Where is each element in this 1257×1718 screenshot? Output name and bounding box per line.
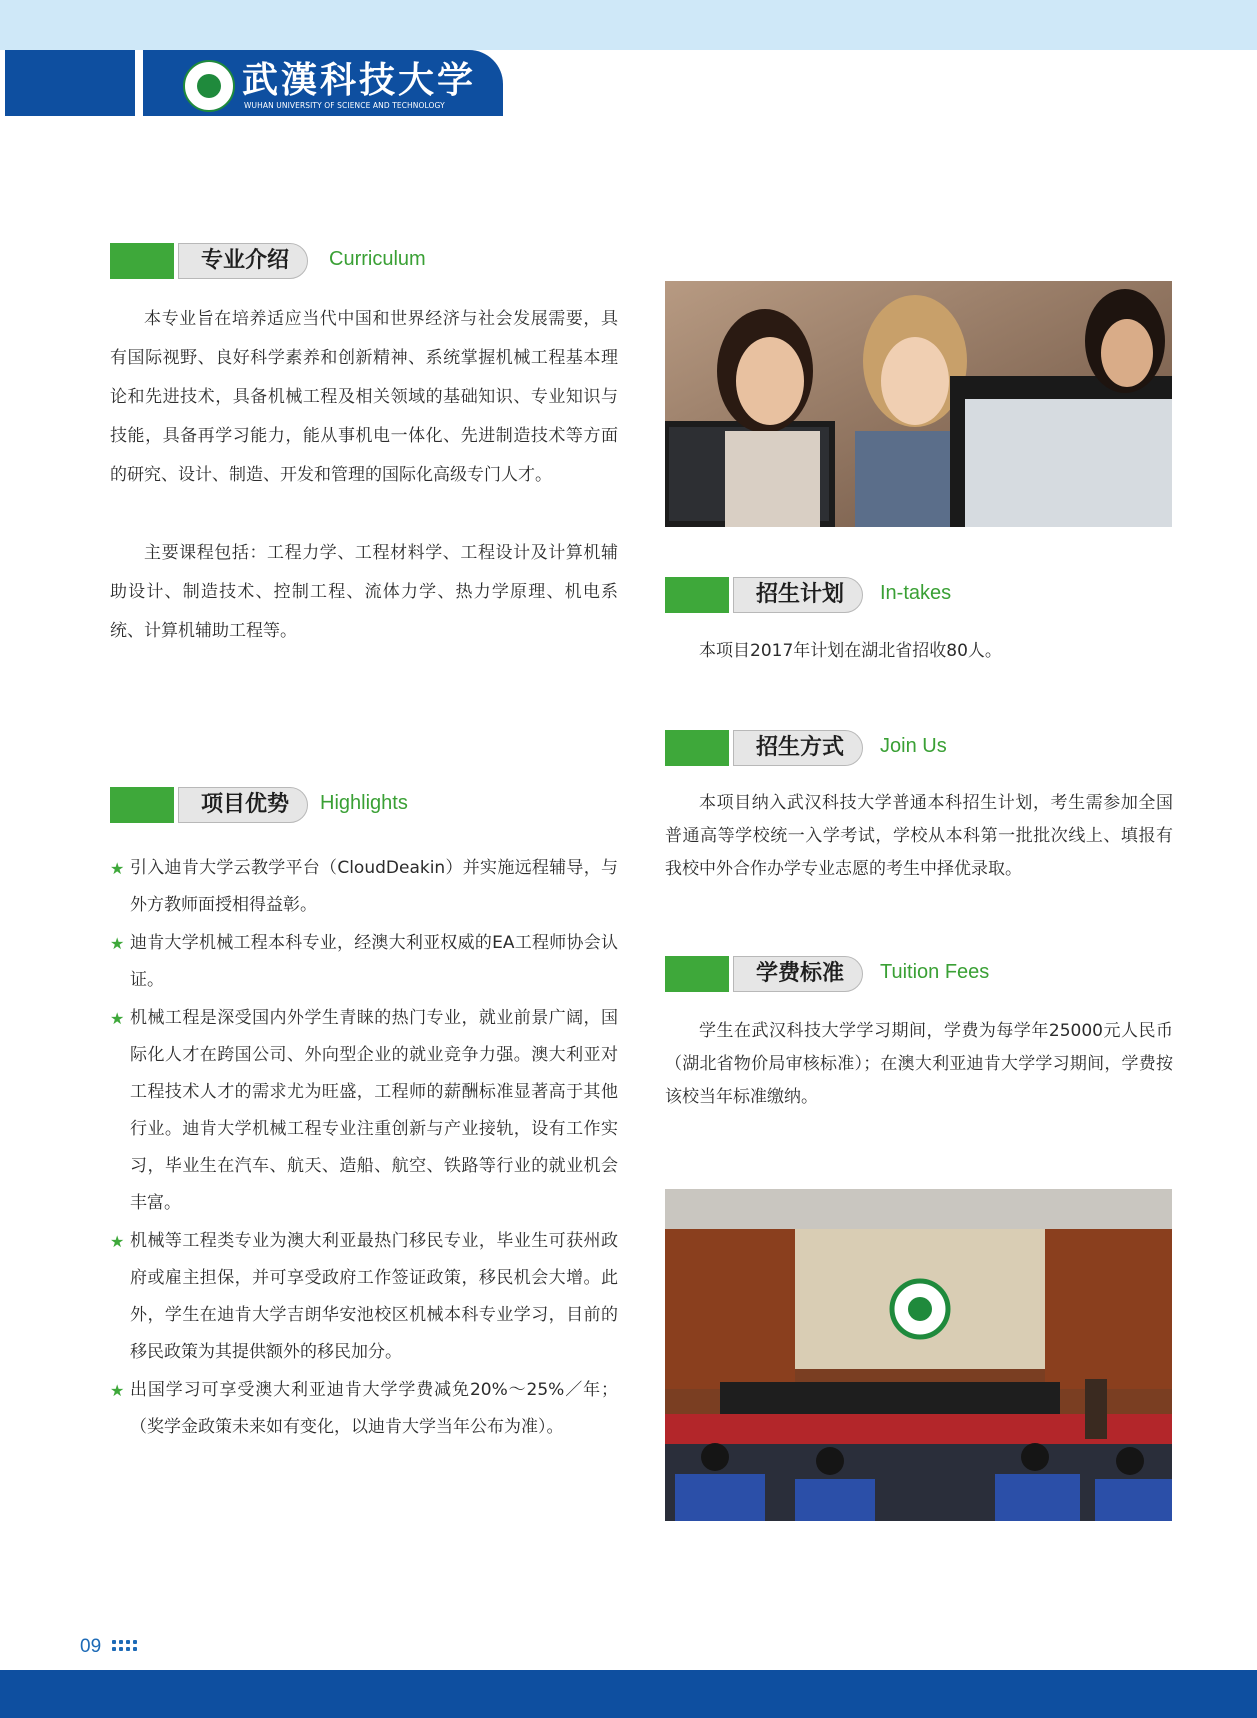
join-us-text: 本项目纳入武汉科技大学普通本科招生计划，考生需参加全国普通高等学校统一入学考试，学校从本科第一批批次线上、填报有我校中外合作办学专业志愿的考生中择优录取。 xyxy=(665,793,1173,879)
section-title-en: Tuition Fees xyxy=(880,961,990,983)
star-icon: ★ xyxy=(110,1381,125,1400)
curriculum-paragraph-2: 主要课程包括：工程力学、工程材料学、工程设计及计算机辅助设计、制造技术、控制工程、流体力学、热力学原理、机电系统、计算机辅助工程等。 xyxy=(110,543,618,641)
list-item: ★ 机械等工程类专业为澳大利亚最热门移民专业，毕业生可获州政府或雇主担保，并可享受政府工作签证政策，移民机会大增。此外，学生在迪肯大学吉朗华安池校区机械本科专业学习，目前的移民政策为其提供额外的移民加分。 xyxy=(110,1223,618,1371)
header-left-block xyxy=(5,50,135,116)
section-title-cn: 专业介绍 xyxy=(178,243,308,279)
star-icon: ★ xyxy=(110,859,125,878)
university-seal-icon xyxy=(183,60,235,112)
section-title-en: Join Us xyxy=(880,735,947,757)
section-title-en: Highlights xyxy=(320,792,408,814)
section-accent-bar xyxy=(110,243,174,279)
ceremony-photo xyxy=(665,1189,1172,1521)
section-accent-bar xyxy=(665,956,729,992)
curriculum-paragraph-1: 本专业旨在培养适应当代中国和世界经济与社会发展需要，具有国际视野、良好科学素养和创新精神、系统掌握机械工程基本理论和先进技术，具备机械工程及相关领域的基础知识、专业知识与技能，具备再学习能力，能从事机电一体化、先进制造技术等方面的研究、设计、制造、开发和管理的国际化高级专门人才。 xyxy=(110,309,618,485)
tuition-text: 学生在武汉科技大学学习期间，学费为每学年25000元人民币（湖北省物价局审核标准）；在澳大利亚迪肯大学学习期间，学费按该校当年标准缴纳。 xyxy=(665,1021,1173,1107)
star-icon: ★ xyxy=(110,934,125,953)
page-number: 09 xyxy=(80,1636,102,1657)
star-icon: ★ xyxy=(110,1232,125,1251)
university-name-en: WUHAN UNIVERSITY OF SCIENCE AND TECHNOLOGY xyxy=(244,101,445,110)
section-title-en: In-takes xyxy=(880,582,952,604)
list-item: ★ 引入迪肯大学云教学平台（CloudDeakin）并实施远程辅导，与外方教师面授相得益彰。 xyxy=(110,850,618,924)
intakes-text: 本项目2017年计划在湖北省招收80人。 xyxy=(699,641,1002,661)
list-item: ★ 出国学习可享受澳大利亚迪肯大学学费减免20%～25%／年；（奖学金政策未来如有变化，以迪肯大学当年公布为准）。 xyxy=(110,1372,618,1446)
section-title-cn: 项目优势 xyxy=(178,787,308,823)
page-dots-ornament xyxy=(112,1640,142,1654)
section-title-en: Curriculum xyxy=(329,248,426,270)
section-accent-bar xyxy=(665,730,729,766)
section-accent-bar xyxy=(665,577,729,613)
students-photo xyxy=(665,281,1172,527)
university-name-cn: 武漢科技大学 xyxy=(242,59,477,101)
list-item: ★ 迪肯大学机械工程本科专业，经澳大利亚权威的EA工程师协会认证。 xyxy=(110,925,618,999)
list-item: ★ 机械工程是深受国内外学生青睐的热门专业，就业前景广阔，国际化人才在跨国公司、外向型企业的就业竞争力强。澳大利亚对工程技术人才的需求尤为旺盛，工程师的薪酬标准显著高于其他行业。迪肯大学机械工程专业注重创新与产业接轨，设有工作实习，毕业生在汽车、航天、造船、航空、铁路等行业的就业机会丰富。 xyxy=(110,1000,618,1222)
section-title-cn: 学费标准 xyxy=(733,956,863,992)
section-title-cn: 招生方式 xyxy=(733,730,863,766)
star-icon: ★ xyxy=(110,1009,125,1028)
highlights-list xyxy=(110,850,618,1447)
section-accent-bar xyxy=(110,787,174,823)
footer-bar xyxy=(0,1670,1257,1718)
section-title-cn: 招生计划 xyxy=(733,577,863,613)
